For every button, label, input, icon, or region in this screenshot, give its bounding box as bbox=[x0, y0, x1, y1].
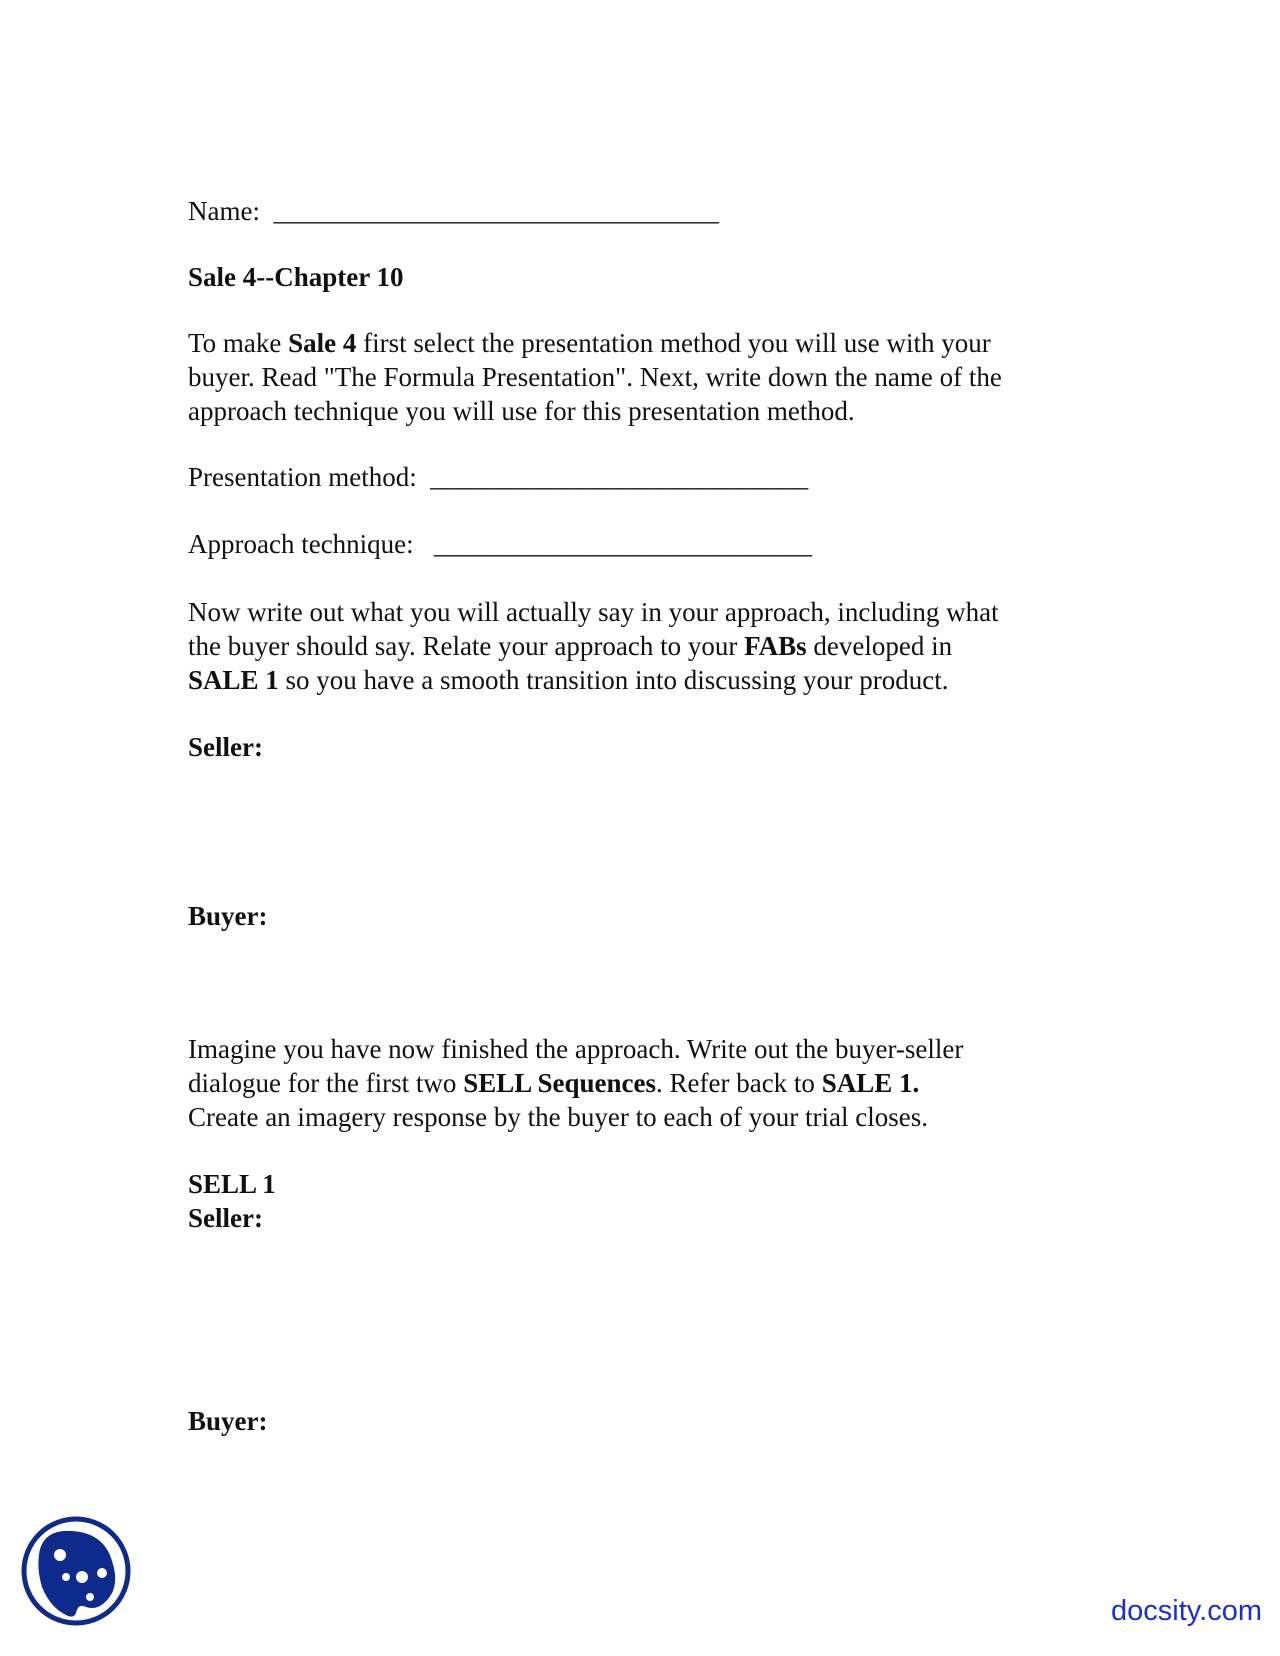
docsity-logo-svg bbox=[20, 1515, 132, 1627]
intro-line-1-pre: To make bbox=[188, 328, 289, 358]
para2-line-3-post: so you have a smooth transition into discussing your product. bbox=[278, 665, 949, 695]
para3-line-2-mid: . Refer back to bbox=[656, 1068, 822, 1098]
para3-line-2-bold2: SALE 1. bbox=[821, 1068, 920, 1098]
intro-line-1 bbox=[188, 326, 991, 360]
para2-line-3 bbox=[188, 663, 948, 697]
presentation-method-line bbox=[188, 460, 808, 494]
para3-line-3: Create an imagery response by the buyer to each of your trial closes. bbox=[188, 1102, 928, 1132]
intro-line-3: approach technique you will use for this presentation method. bbox=[188, 396, 855, 426]
approach-technique-blank: ____________________________ bbox=[433, 529, 812, 559]
para2-line-2 bbox=[188, 629, 952, 663]
buyer-label-2: Buyer: bbox=[188, 1406, 268, 1436]
para2-line-3-bold: SALE 1 bbox=[188, 665, 279, 695]
intro-line-1-post: first select the presentation method you will use with your bbox=[356, 328, 991, 358]
approach-technique-line bbox=[188, 527, 812, 561]
seller-label-1: Seller: bbox=[188, 732, 263, 762]
presentation-method-blank: ____________________________ bbox=[430, 462, 809, 492]
seller-label-2: Seller: bbox=[188, 1203, 263, 1233]
para2-line-2-bold: FABs bbox=[744, 631, 807, 661]
para3-line-2 bbox=[188, 1066, 919, 1100]
name-blank: _________________________________ bbox=[273, 196, 719, 226]
para2-line-1: Now write out what you will actually say in your approach, including what bbox=[188, 597, 999, 627]
buyer-label-1: Buyer: bbox=[188, 901, 268, 931]
intro-line-1-bold: Sale 4 bbox=[288, 328, 357, 358]
name-label: Name: bbox=[188, 196, 260, 226]
sell1-label: SELL 1 bbox=[188, 1169, 276, 1199]
approach-technique-label: Approach technique: bbox=[188, 529, 414, 559]
para2-line-2-post: developed in bbox=[806, 631, 953, 661]
docsity-logo-icon[interactable] bbox=[20, 1515, 132, 1627]
presentation-method-label: Presentation method: bbox=[188, 462, 417, 492]
para2-line-2-pre: the buyer should say. Relate your approach to your bbox=[188, 631, 745, 661]
name-line bbox=[188, 194, 719, 228]
para3-line-2-bold: SELL Sequences bbox=[463, 1068, 656, 1098]
para3-line-1: Imagine you have now finished the approach. Write out the buyer-seller bbox=[188, 1034, 964, 1064]
intro-line-2: buyer. Read "The Formula Presentation". Next, write down the name of the bbox=[188, 362, 1002, 392]
para3-line-2-pre: dialogue for the first two bbox=[188, 1068, 464, 1098]
docsity-brand-link[interactable]: docsity.com bbox=[1111, 1595, 1262, 1627]
page-title: Sale 4--Chapter 10 bbox=[188, 262, 404, 292]
